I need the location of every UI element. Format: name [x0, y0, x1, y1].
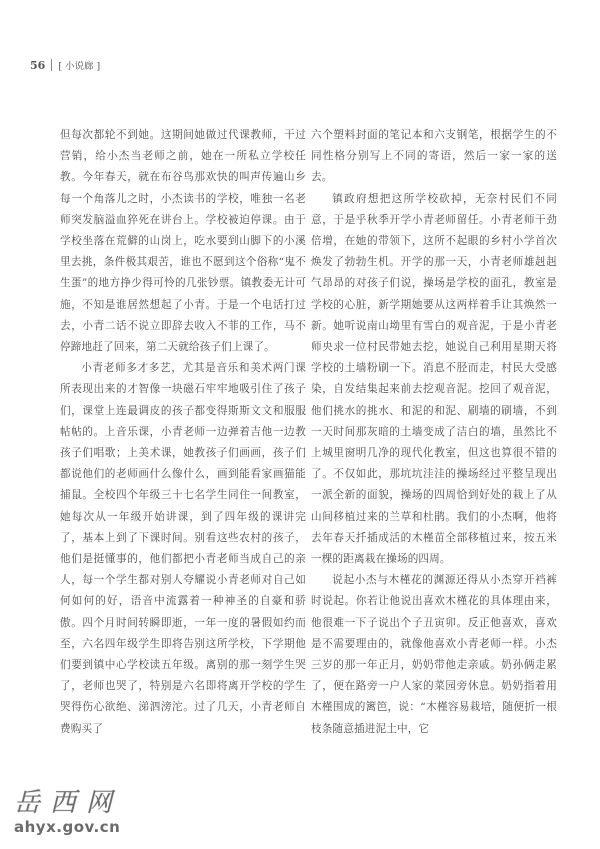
page-number: 56 [30, 58, 46, 72]
paragraph: 说起小杰与木槿花的渊源还得从小杰穿开裆裤时说起。你若让他说出喜欢木槿花的具体理由来，他很难一下子说出个子丑寅卯。反正他喜欢，喜欢是不需要理由的，就像他喜欢小青老师一样。小杰三岁的那一年正月，奶奶带他走亲戚。奶孙俩走累了，便在路旁一户人家的菜园旁休息。奶奶指着用木槿围成的篱笆，说：“木槿容易栽培，随便折一根枝条随意插进泥土中，它 [311, 574, 557, 735]
paragraph: 小青老师多才多艺，尤其是音乐和美术两门课所表现出来的才智像一块磁石牢牢地吸引住了孩子们，课堂上连最调皮的孩子都变得斯斯文文和服服帖帖的。上音乐课，小青老师一边弹着吉他一边教孩子们唱歌；上美术课，她教孩子们画画，孩子们都说他们的老师画什么像什么，画到能看家画猫能捕鼠。全校四个年级三十七名学生同住一间教室，她每次从一年级开始讲课，到了四年级的课讲完了，基本上到了下课时间。别看这些农村的孩子，他们是挺懂事的，他们都把小青老师当成自己的亲人，每一个学生都对别人夸耀说小青老师对自己如何如何的好，语音中流露着一种神圣的自豪和骄傲。四个月时间转瞬即逝，一年一度的暑假如约而至，六名四年级学生即将告别这所学校，下学期他们要到镇中心学校读五年级。离别的那一刻学生哭了，老师也哭了，特别是六名即将离开学校的学生哭得伤心欲绝、涕泗滂沱。过了几天，小青老师自费购买了 [60, 362, 306, 735]
right-column [311, 125, 557, 740]
paragraph-continuation: 但每次都轮不到她。这期间她做过代课教师，干过营销，给小杰当老师之前，她在一所私立学校任教。今年春天，就在布谷鸟那欢快的叫声传遍山乡每一个角落儿之时，小杰读书的学校，唯独一名老师突发脑溢血猝死在讲台上。学校被迫停课。由于学校坐落在荒僻的山岗上，吃水要到山脚下的小溪里去挑，条件极其艰苦，谁也不愿到这个俗称“鬼不生蛋”的地方挣少得可怜的几张钞票。镇教委无计可施，不知是谁居然想起了小青。于是一个电话打过去，小青二话不说立即辞去收入不菲的工作，马不停蹄地赶了回来，第二天就给孩子们上课了。 [60, 129, 306, 354]
header-divider [51, 59, 52, 71]
section-label: [ 小说廊 ] [58, 61, 101, 72]
paragraph-continuation: 六个塑料封面的笔记本和六支钢笔，根据学生的不同性格分别写上不同的寄语，然后一家一家的送去。 [311, 129, 557, 184]
running-header [30, 56, 100, 74]
watermark-logo: 岳西网 [14, 788, 123, 818]
site-watermark [14, 788, 164, 848]
left-column [60, 125, 306, 740]
paragraph: 镇政府想把这所学校砍掉，无奈村民们不同意，于是乎秋季开学小青老师留任。小青老师干劲倍增，在她的带领下，这所不起眼的乡村小学首次焕发了勃勃生机。开学的那一天，小青老师雄赳赳气昂昂的对孩子们说，操场是学校的面孔，教室是学校的心脏，新学期她要从这两样着手让其焕然一新。她听说南山坳里有雪白的观音泥，于是小青老师央求一位村民带她去挖，她说自己利用星期天将学校的土墙粉刷一下。消息不胫而走，村民大受感染，自发结集起来前去挖观音泥。挖回了观音泥，他们挑水的挑水、和泥的和泥、刷墙的刷墙，不到一天时间那灰暗的土墙变成了洁白的墙，虽然比不上城里窗明几净的现代化教室，但这也算很不错的了。不仅如此，那坑坑洼洼的操场经过平整呈现出一派全新的面貌，操场的四周恰到好处的栽上了从山间移植过来的兰草和杜鹃。我们的小杰啊，他将去年春天扦插成活的木槿苗全部移植过来，按五米一棵的距离栽在操场的四周。 [311, 192, 557, 566]
watermark-url: ahyx.gov.cn [14, 818, 121, 836]
